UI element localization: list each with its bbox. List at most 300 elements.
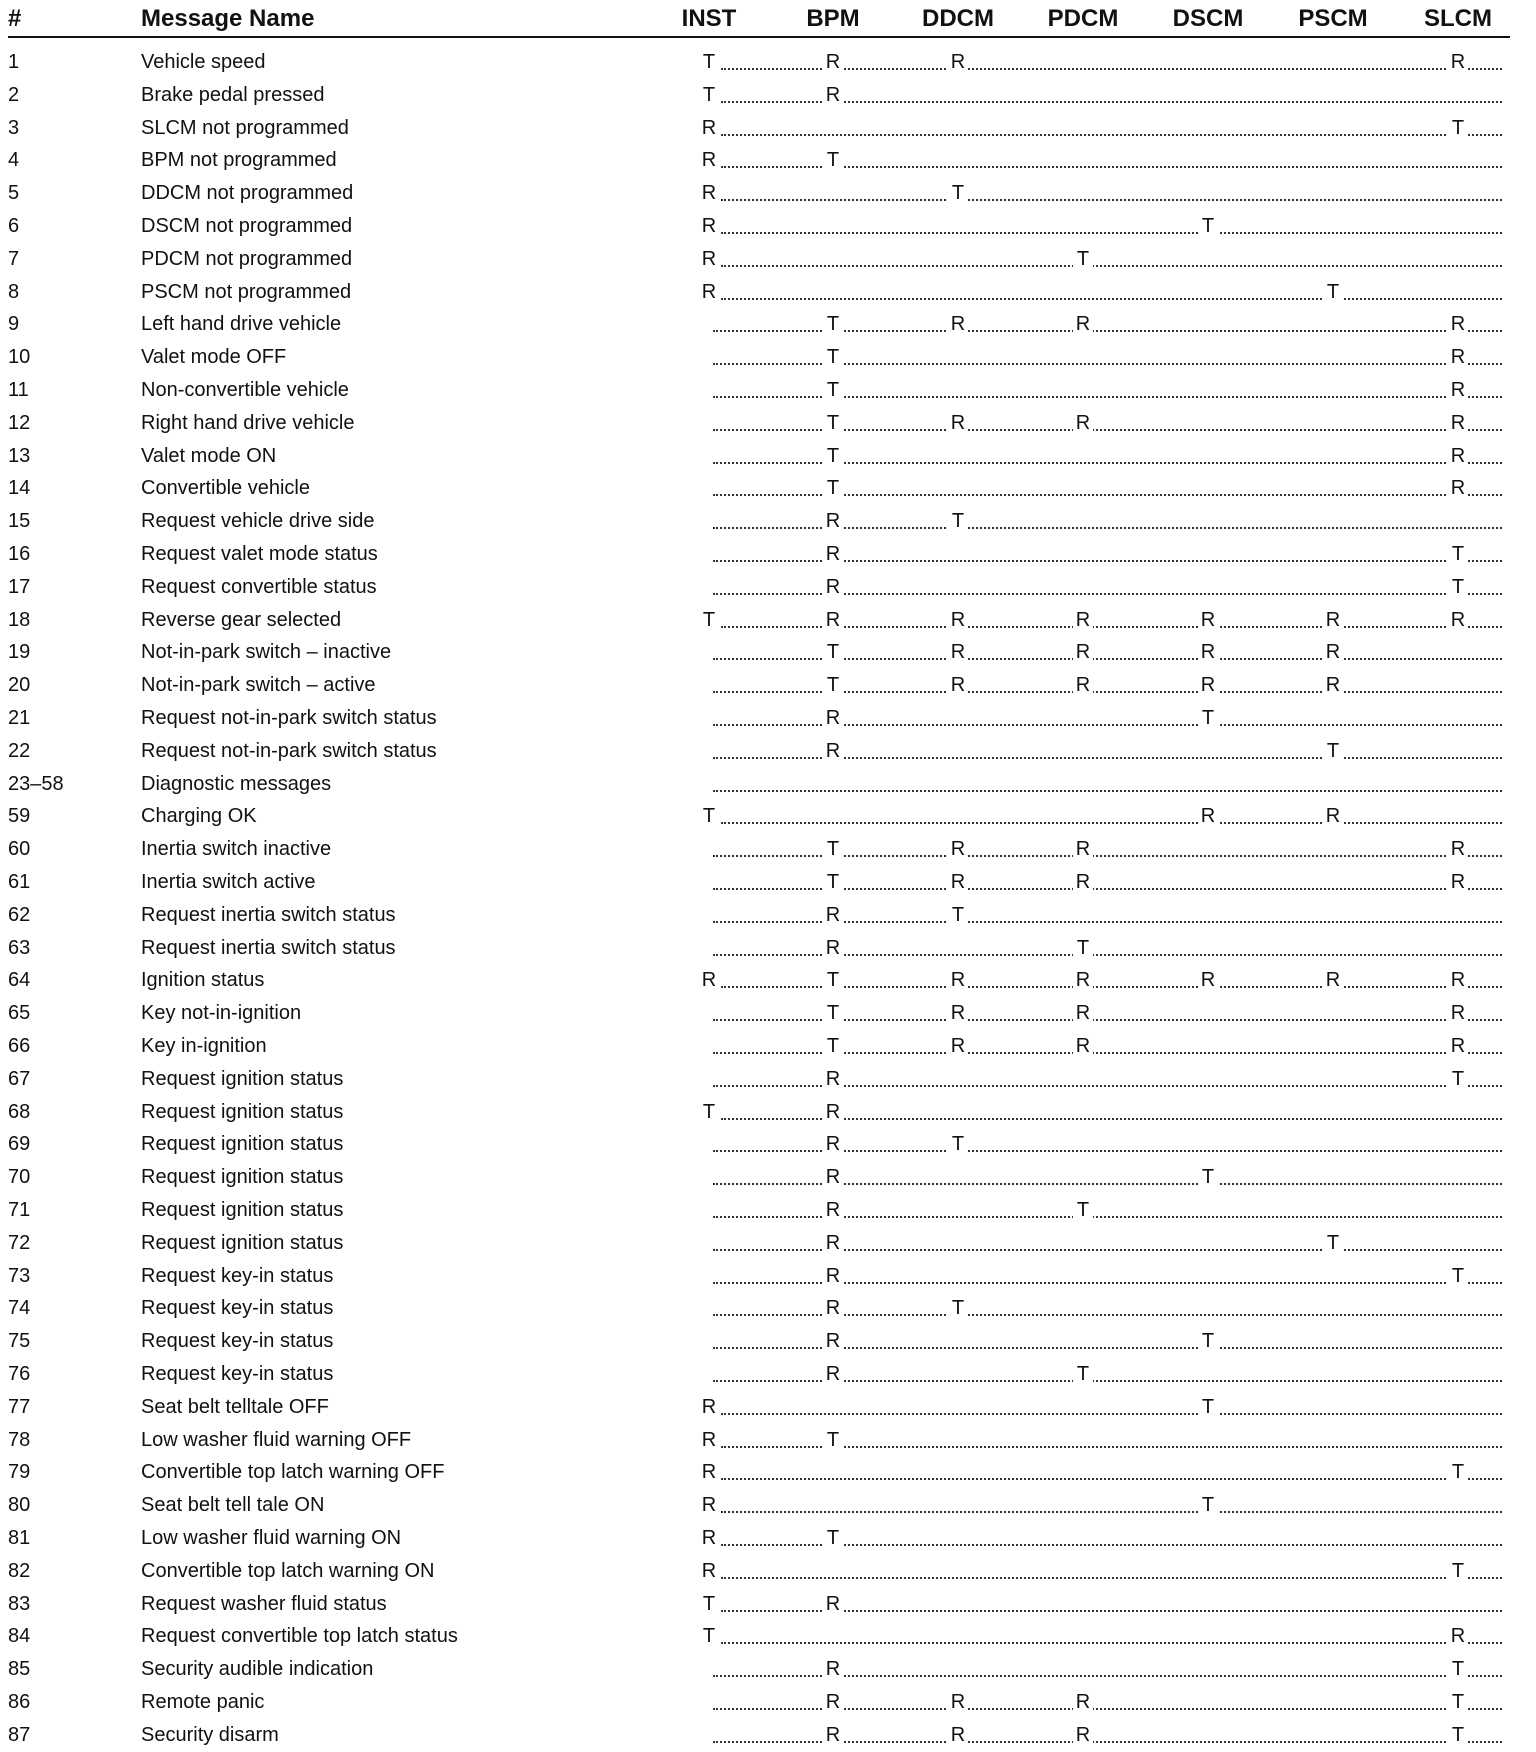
row-message-name: Request inertia switch status — [141, 936, 396, 959]
row-number: 74 — [8, 1297, 31, 1320]
table-row — [0, 1260, 1536, 1293]
cell-mark-dscm: T — [1198, 1325, 1218, 1358]
table-row — [0, 440, 1536, 473]
row-number: 66 — [8, 1035, 31, 1057]
table-row — [0, 1456, 1536, 1489]
cell-mark-bpm: R — [823, 1194, 843, 1227]
cell-mark-bpm: T — [823, 308, 843, 341]
cell-mark-pdcm: R — [1073, 833, 1093, 866]
cell-mark-dscm: T — [1198, 1391, 1218, 1424]
cell-mark-ddcm: R — [948, 833, 968, 866]
row-message-name: Request valet mode status — [141, 543, 378, 565]
row-message-name: Security disarm — [141, 1723, 279, 1746]
cell-mark-pscm: R — [1323, 800, 1343, 833]
cell-mark-bpm: R — [823, 571, 843, 604]
cell-mark-bpm: T — [823, 669, 843, 702]
dotted-leader — [721, 822, 1502, 824]
cell-mark-inst: T — [699, 800, 719, 833]
row-message-name: DDCM not programmed — [141, 182, 354, 205]
table-row — [0, 1096, 1536, 1129]
row-number: 72 — [8, 1231, 31, 1254]
cell-mark-slcm: T — [1448, 538, 1468, 571]
row-number: 59 — [8, 805, 31, 828]
cell-mark-ddcm: R — [948, 1686, 968, 1719]
cell-mark-dscm: T — [1198, 1161, 1218, 1194]
row-message-name: Diagnostic messages — [141, 772, 332, 795]
cell-mark-pdcm: T — [1073, 932, 1093, 965]
row-number: 78 — [8, 1428, 31, 1451]
row-number: 21 — [8, 707, 31, 729]
row-number: 82 — [8, 1559, 31, 1582]
table-row — [0, 669, 1536, 702]
row-number: 77 — [8, 1395, 31, 1418]
row-number: 20 — [8, 674, 31, 697]
cell-mark-slcm: R — [1448, 341, 1468, 374]
cell-mark-dscm: T — [1198, 1489, 1218, 1522]
cell-mark-pdcm: R — [1073, 964, 1093, 997]
cell-mark-inst: T — [699, 1620, 719, 1653]
cell-mark-slcm: R — [1448, 866, 1468, 899]
cell-mark-bpm: R — [823, 1227, 843, 1260]
row-message-name: Right hand drive vehicle — [141, 411, 355, 434]
table-row — [0, 1128, 1536, 1161]
row-message-name: Valet mode ON — [141, 444, 277, 467]
row-number: 17 — [8, 575, 31, 598]
row-number: 64 — [8, 969, 31, 992]
header-number: # — [8, 5, 22, 32]
table-row — [0, 866, 1536, 899]
row-message-name: Key not-in-ignition — [141, 1002, 302, 1025]
row-number: 1 — [8, 51, 20, 73]
row-number: 68 — [8, 1100, 31, 1123]
table-row — [0, 1227, 1536, 1260]
cell-mark-ddcm: R — [948, 1719, 968, 1752]
row-message-name: Request vehicle drive side — [141, 510, 375, 533]
row-number: 84 — [8, 1625, 31, 1648]
cell-mark-inst: R — [699, 243, 719, 276]
dotted-leader — [713, 790, 1502, 792]
table-row — [0, 1620, 1536, 1653]
table-row — [0, 768, 1536, 801]
row-message-name: Not-in-park switch – active — [141, 674, 376, 697]
cell-mark-pscm: R — [1323, 669, 1343, 702]
table-row — [0, 899, 1536, 932]
cell-mark-bpm: R — [823, 702, 843, 735]
cell-mark-inst: R — [699, 1489, 719, 1522]
table-row — [0, 538, 1536, 571]
dotted-leader — [721, 298, 1502, 300]
cell-mark-inst: R — [699, 964, 719, 997]
row-number: 70 — [8, 1166, 31, 1189]
cell-mark-pdcm: R — [1073, 1686, 1093, 1719]
table-row — [0, 1358, 1536, 1391]
cell-mark-slcm: R — [1448, 440, 1468, 473]
row-message-name: Low washer fluid warning ON — [141, 1527, 402, 1549]
row-number: 60 — [8, 838, 31, 861]
cell-mark-slcm: R — [1448, 997, 1468, 1030]
header-module-slcm: SLCM — [1424, 5, 1492, 32]
table-row — [0, 308, 1536, 341]
cell-mark-pscm: T — [1323, 735, 1343, 768]
row-number: 18 — [8, 608, 31, 631]
table-row — [0, 1161, 1536, 1194]
table-row — [0, 505, 1536, 538]
cell-mark-ddcm: R — [948, 1030, 968, 1063]
cell-mark-bpm: T — [823, 964, 843, 997]
cell-mark-inst: T — [699, 604, 719, 637]
row-message-name: Low washer fluid warning OFF — [141, 1428, 412, 1451]
table-row — [0, 472, 1536, 505]
row-number: 61 — [8, 871, 31, 893]
cell-mark-slcm: T — [1448, 1555, 1468, 1588]
cell-mark-bpm: R — [823, 1128, 843, 1161]
header-rule — [8, 36, 1510, 38]
table-row — [0, 1588, 1536, 1621]
cell-mark-bpm: R — [823, 538, 843, 571]
table-row — [0, 1391, 1536, 1424]
table-row — [0, 636, 1536, 669]
row-number: 85 — [8, 1658, 31, 1681]
row-message-name: Request convertible status — [141, 575, 377, 598]
table-row — [0, 374, 1536, 407]
table-row — [0, 702, 1536, 735]
cell-mark-ddcm: R — [948, 604, 968, 637]
row-message-name: Vehicle speed — [141, 51, 266, 73]
dotted-leader — [721, 265, 1502, 267]
cell-mark-ddcm: R — [948, 964, 968, 997]
row-message-name: Request convertible top latch status — [141, 1625, 458, 1648]
table-row — [0, 276, 1536, 309]
row-message-name: Convertible top latch warning OFF — [141, 1461, 445, 1484]
row-message-name: Request key-in status — [141, 1363, 334, 1385]
row-message-name: Request key-in status — [141, 1330, 334, 1353]
cell-mark-slcm: T — [1448, 1260, 1468, 1293]
cell-mark-pdcm: T — [1073, 1194, 1093, 1227]
row-number: 13 — [8, 444, 31, 467]
table-row — [0, 1555, 1536, 1588]
cell-mark-slcm: T — [1448, 1456, 1468, 1489]
table-row — [0, 341, 1536, 374]
table-row — [0, 571, 1536, 604]
table-row — [0, 1325, 1536, 1358]
cell-mark-pscm: R — [1323, 604, 1343, 637]
row-number: 9 — [8, 313, 20, 336]
row-message-name: Request ignition status — [141, 1067, 344, 1090]
row-number: 73 — [8, 1264, 31, 1287]
dotted-leader — [721, 199, 1502, 201]
table-row — [0, 800, 1536, 833]
table-row — [0, 1194, 1536, 1227]
cell-mark-pdcm: R — [1073, 636, 1093, 669]
row-number: 7 — [8, 247, 20, 270]
cell-mark-ddcm: R — [948, 407, 968, 440]
cell-mark-ddcm: T — [948, 899, 968, 932]
table-row — [0, 1424, 1536, 1457]
cell-mark-pdcm: R — [1073, 1030, 1093, 1063]
cell-mark-bpm: R — [823, 79, 843, 112]
row-message-name: Convertible vehicle — [141, 477, 310, 500]
cell-mark-dscm: R — [1198, 636, 1218, 669]
cell-mark-slcm: R — [1448, 407, 1468, 440]
table-row — [0, 1522, 1536, 1555]
table-row — [0, 1030, 1536, 1063]
row-message-name: Request ignition status — [141, 1166, 344, 1189]
dotted-leader — [721, 1511, 1502, 1513]
cell-mark-ddcm: R — [948, 997, 968, 1030]
row-message-name: Key in-ignition — [141, 1035, 267, 1057]
cell-mark-ddcm: T — [948, 1292, 968, 1325]
row-message-name: SLCM not programmed — [141, 116, 349, 139]
cell-mark-bpm: R — [823, 1588, 843, 1621]
row-message-name: Request ignition status — [141, 1199, 344, 1221]
row-number: 79 — [8, 1461, 31, 1484]
cell-mark-bpm: T — [823, 1522, 843, 1555]
cell-mark-dscm: T — [1198, 702, 1218, 735]
row-message-name: Charging OK — [141, 805, 257, 828]
cell-mark-slcm: T — [1448, 1653, 1468, 1686]
table-row — [0, 997, 1536, 1030]
header-module-dscm: DSCM — [1172, 5, 1244, 32]
cell-mark-pscm: T — [1323, 1227, 1343, 1260]
row-message-name: PSCM not programmed — [141, 280, 352, 303]
dotted-leader — [721, 1642, 1502, 1644]
row-message-name: Ignition status — [141, 969, 265, 992]
row-message-name: Left hand drive vehicle — [141, 313, 342, 336]
row-number: 10 — [8, 346, 31, 369]
cell-mark-bpm: T — [823, 472, 843, 505]
table-row — [0, 1653, 1536, 1686]
header-module-ddcm: DDCM — [922, 5, 994, 32]
row-number: 3 — [8, 116, 20, 139]
row-number: 15 — [8, 510, 31, 533]
cell-mark-bpm: R — [823, 46, 843, 79]
cell-mark-bpm: R — [823, 1719, 843, 1752]
row-number: 63 — [8, 936, 31, 959]
dotted-leader — [721, 134, 1502, 136]
row-message-name: Request ignition status — [141, 1231, 344, 1254]
table-row — [0, 1719, 1536, 1752]
row-number: 87 — [8, 1723, 31, 1746]
row-message-name: Brake pedal pressed — [141, 83, 325, 106]
row-message-name: Not-in-park switch – inactive — [141, 641, 392, 664]
row-number: 83 — [8, 1592, 31, 1615]
cell-mark-bpm: R — [823, 505, 843, 538]
cell-mark-dscm: T — [1198, 210, 1218, 243]
dotted-leader — [721, 1413, 1502, 1415]
cell-mark-inst: R — [699, 276, 719, 309]
cell-mark-slcm: R — [1448, 46, 1468, 79]
cell-mark-bpm: R — [823, 1161, 843, 1194]
cell-mark-inst: T — [699, 1588, 719, 1621]
table-row — [0, 79, 1536, 112]
cell-mark-bpm: R — [823, 1063, 843, 1096]
table-row — [0, 210, 1536, 243]
cell-mark-inst: R — [699, 1522, 719, 1555]
header-module-inst: INST — [681, 5, 737, 32]
row-number: 8 — [8, 280, 20, 303]
cell-mark-pdcm: R — [1073, 407, 1093, 440]
row-message-name: Valet mode OFF — [141, 346, 287, 369]
cell-mark-bpm: T — [823, 1424, 843, 1457]
cell-mark-pdcm: R — [1073, 308, 1093, 341]
cell-mark-pdcm: R — [1073, 1719, 1093, 1752]
table-row — [0, 1489, 1536, 1522]
row-message-name: Request key-in status — [141, 1264, 334, 1287]
cell-mark-pscm: T — [1323, 276, 1343, 309]
row-message-name: BPM not programmed — [141, 149, 337, 172]
table-row — [0, 932, 1536, 965]
row-number: 80 — [8, 1494, 31, 1517]
row-message-name: Remote panic — [141, 1691, 265, 1713]
cell-mark-slcm: R — [1448, 604, 1468, 637]
cell-mark-inst: R — [699, 1391, 719, 1424]
cell-mark-pdcm: R — [1073, 866, 1093, 899]
row-message-name: Request ignition status — [141, 1100, 344, 1123]
cell-mark-pdcm: R — [1073, 997, 1093, 1030]
dotted-leader — [721, 1478, 1502, 1480]
cell-mark-ddcm: T — [948, 177, 968, 210]
cell-mark-bpm: T — [823, 374, 843, 407]
row-message-name: DSCM not programmed — [141, 215, 353, 237]
cell-mark-slcm: T — [1448, 571, 1468, 604]
cell-mark-slcm: T — [1448, 1719, 1468, 1752]
row-number: 14 — [8, 477, 31, 500]
table-row — [0, 1292, 1536, 1325]
row-message-name: Seat belt telltale OFF — [141, 1395, 329, 1418]
row-number: 4 — [8, 149, 20, 172]
row-number: 5 — [8, 182, 20, 205]
cell-mark-bpm: R — [823, 735, 843, 768]
cell-mark-bpm: T — [823, 440, 843, 473]
cell-mark-slcm: T — [1448, 112, 1468, 145]
table-row — [0, 1063, 1536, 1096]
cell-mark-slcm: R — [1448, 964, 1468, 997]
cell-mark-inst: R — [699, 1424, 719, 1457]
row-number: 16 — [8, 543, 31, 565]
cell-mark-slcm: R — [1448, 308, 1468, 341]
cell-mark-bpm: R — [823, 1653, 843, 1686]
table-row — [0, 604, 1536, 637]
row-number: 11 — [8, 379, 29, 401]
cell-mark-inst: R — [699, 144, 719, 177]
cell-mark-ddcm: T — [948, 505, 968, 538]
cell-mark-inst: R — [699, 1555, 719, 1588]
header-module-pscm: PSCM — [1298, 5, 1368, 32]
cell-mark-inst: T — [699, 1096, 719, 1129]
cell-mark-bpm: R — [823, 1325, 843, 1358]
row-number: 2 — [8, 83, 20, 106]
dotted-leader — [721, 232, 1502, 234]
header-module-bpm: BPM — [806, 5, 860, 32]
cell-mark-bpm: T — [823, 833, 843, 866]
cell-mark-dscm: R — [1198, 669, 1218, 702]
row-number: 69 — [8, 1133, 31, 1156]
table-row — [0, 46, 1536, 79]
cell-mark-bpm: T — [823, 997, 843, 1030]
cell-mark-inst: T — [699, 46, 719, 79]
cell-mark-inst: R — [699, 177, 719, 210]
cell-mark-bpm: R — [823, 932, 843, 965]
cell-mark-bpm: R — [823, 1686, 843, 1719]
cell-mark-ddcm: T — [948, 1128, 968, 1161]
row-message-name: Reverse gear selected — [141, 608, 342, 631]
header-message-name: Message Name — [141, 5, 315, 32]
cell-mark-bpm: R — [823, 1358, 843, 1391]
row-number: 86 — [8, 1691, 31, 1713]
table-row — [0, 407, 1536, 440]
cell-mark-bpm: R — [823, 1096, 843, 1129]
cell-mark-bpm: T — [823, 636, 843, 669]
cell-mark-slcm: R — [1448, 1620, 1468, 1653]
cell-mark-dscm: R — [1198, 800, 1218, 833]
cell-mark-inst: T — [699, 79, 719, 112]
table-row — [0, 1686, 1536, 1719]
cell-mark-inst: R — [699, 1456, 719, 1489]
row-message-name: Request washer fluid status — [141, 1592, 387, 1615]
cell-mark-inst: R — [699, 112, 719, 145]
cell-mark-bpm: T — [823, 866, 843, 899]
cell-mark-ddcm: R — [948, 636, 968, 669]
row-number: 62 — [8, 903, 31, 926]
dotted-leader — [721, 1577, 1502, 1579]
row-message-name: Inertia switch active — [141, 871, 316, 893]
row-number: 71 — [8, 1199, 31, 1221]
cell-mark-bpm: R — [823, 899, 843, 932]
table-row — [0, 735, 1536, 768]
cell-mark-pdcm: R — [1073, 669, 1093, 702]
cell-mark-pdcm: T — [1073, 243, 1093, 276]
row-message-name: Inertia switch inactive — [141, 838, 332, 861]
table-row — [0, 144, 1536, 177]
cell-mark-slcm: T — [1448, 1686, 1468, 1719]
cell-mark-bpm: T — [823, 341, 843, 374]
table-row — [0, 243, 1536, 276]
table-row — [0, 964, 1536, 997]
cell-mark-bpm: R — [823, 604, 843, 637]
cell-mark-pdcm: R — [1073, 604, 1093, 637]
cell-mark-inst: R — [699, 210, 719, 243]
cell-mark-bpm: R — [823, 1292, 843, 1325]
row-number: 81 — [8, 1527, 31, 1549]
row-message-name: Non-convertible vehicle — [141, 379, 349, 401]
cell-mark-slcm: R — [1448, 472, 1468, 505]
table-row — [0, 177, 1536, 210]
cell-mark-pscm: R — [1323, 964, 1343, 997]
row-message-name: Convertible top latch warning ON — [141, 1559, 435, 1582]
cell-mark-pscm: R — [1323, 636, 1343, 669]
row-message-name: Seat belt tell tale ON — [141, 1494, 325, 1517]
row-message-name: Request key-in status — [141, 1297, 334, 1320]
row-message-name: Request ignition status — [141, 1133, 344, 1156]
cell-mark-slcm: T — [1448, 1063, 1468, 1096]
cell-mark-ddcm: R — [948, 308, 968, 341]
table-row — [0, 112, 1536, 145]
cell-mark-bpm: T — [823, 144, 843, 177]
row-number: 23–58 — [8, 772, 64, 795]
cell-mark-dscm: R — [1198, 964, 1218, 997]
cell-mark-ddcm: R — [948, 866, 968, 899]
row-number: 12 — [8, 411, 31, 434]
row-message-name: Security audible indication — [141, 1658, 374, 1681]
row-number: 76 — [8, 1363, 31, 1385]
row-number: 75 — [8, 1330, 31, 1353]
row-message-name: PDCM not programmed — [141, 247, 353, 270]
row-message-name: Request not-in-park switch status — [141, 707, 437, 729]
cell-mark-slcm: R — [1448, 833, 1468, 866]
cell-mark-slcm: R — [1448, 374, 1468, 407]
row-number: 65 — [8, 1002, 31, 1025]
row-number: 6 — [8, 215, 20, 237]
